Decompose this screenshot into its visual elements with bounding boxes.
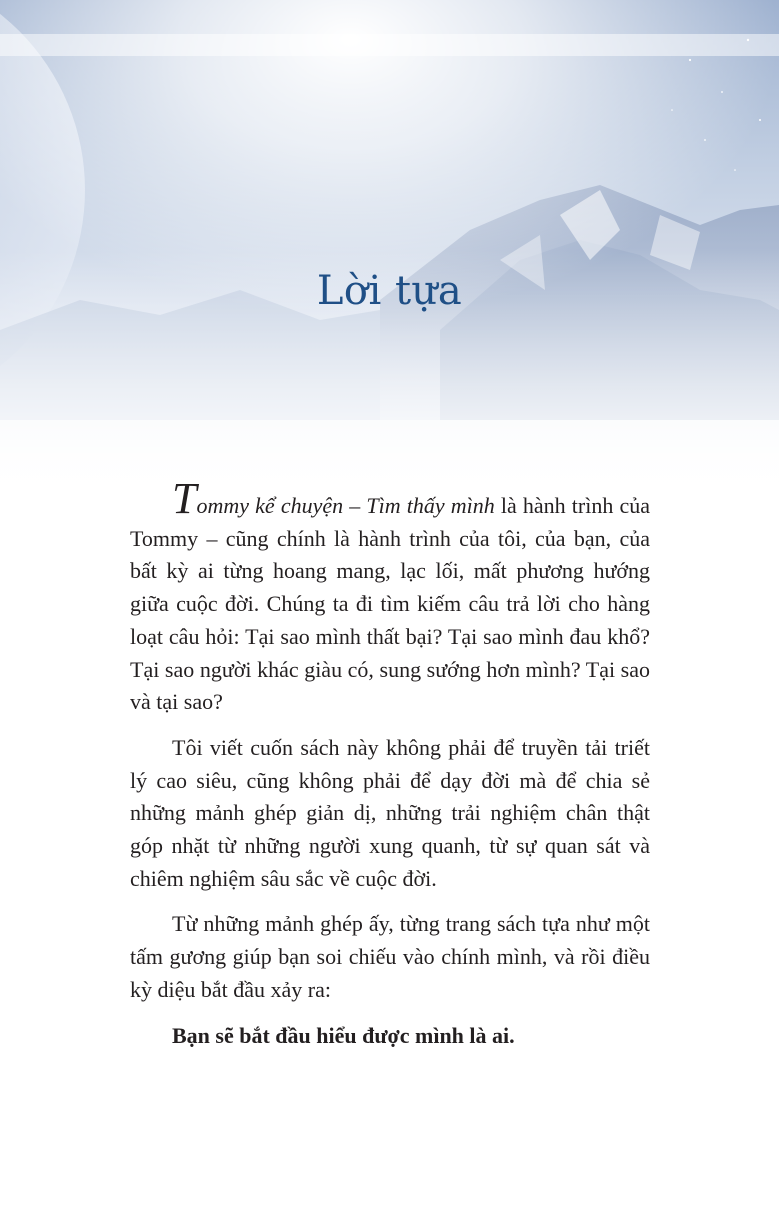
- drop-cap: T: [172, 474, 197, 523]
- mountain-sky-illustration: [0, 0, 779, 500]
- paragraph-mirror: Từ những mảnh ghép ấy, từng trang sách tựa như một tấm gương giúp bạn soi chiếu vào chính mình, và rồi điều kỳ diệu bắt đầu xảy ra:: [130, 911, 650, 1002]
- paragraph-intro: [130, 474, 650, 719]
- chapter-title: Lời tựa: [316, 268, 463, 314]
- book-title: ommy kể chuyện – Tìm thấy mình: [196, 493, 495, 518]
- preface-body: [130, 474, 650, 1065]
- paragraph-purpose: Tôi viết cuốn sách này không phải để truyền tải triết lý cao siêu, cũng không phải để dạy đời mà để chia sẻ những mảnh ghép giản dị, những trải nghiệm chân thật góp nhặt từ những người xung quanh, từ sự quan sát và chiêm nghiệm sâu sắc về cuộc đời.: [130, 734, 650, 891]
- closing-statement: Bạn sẽ bắt đầu hiểu được mình là ai.: [172, 1022, 515, 1048]
- paragraph-intro-text: là hành trình của Tommy – cũng chính là hành trình của tôi, của bạn, của bất kỳ ai từng hoang mang, lạc lối, mất phương hướng giữa cuộc đời. Chúng ta đi tìm kiếm câu trả lời cho hàng loạt câu hỏi: Tại sao mình thất bại? Tại sao mình đau khổ? Tại sao người khác giàu có, sung sướng hơn mình? Tại sao và tại sao?: [130, 493, 650, 715]
